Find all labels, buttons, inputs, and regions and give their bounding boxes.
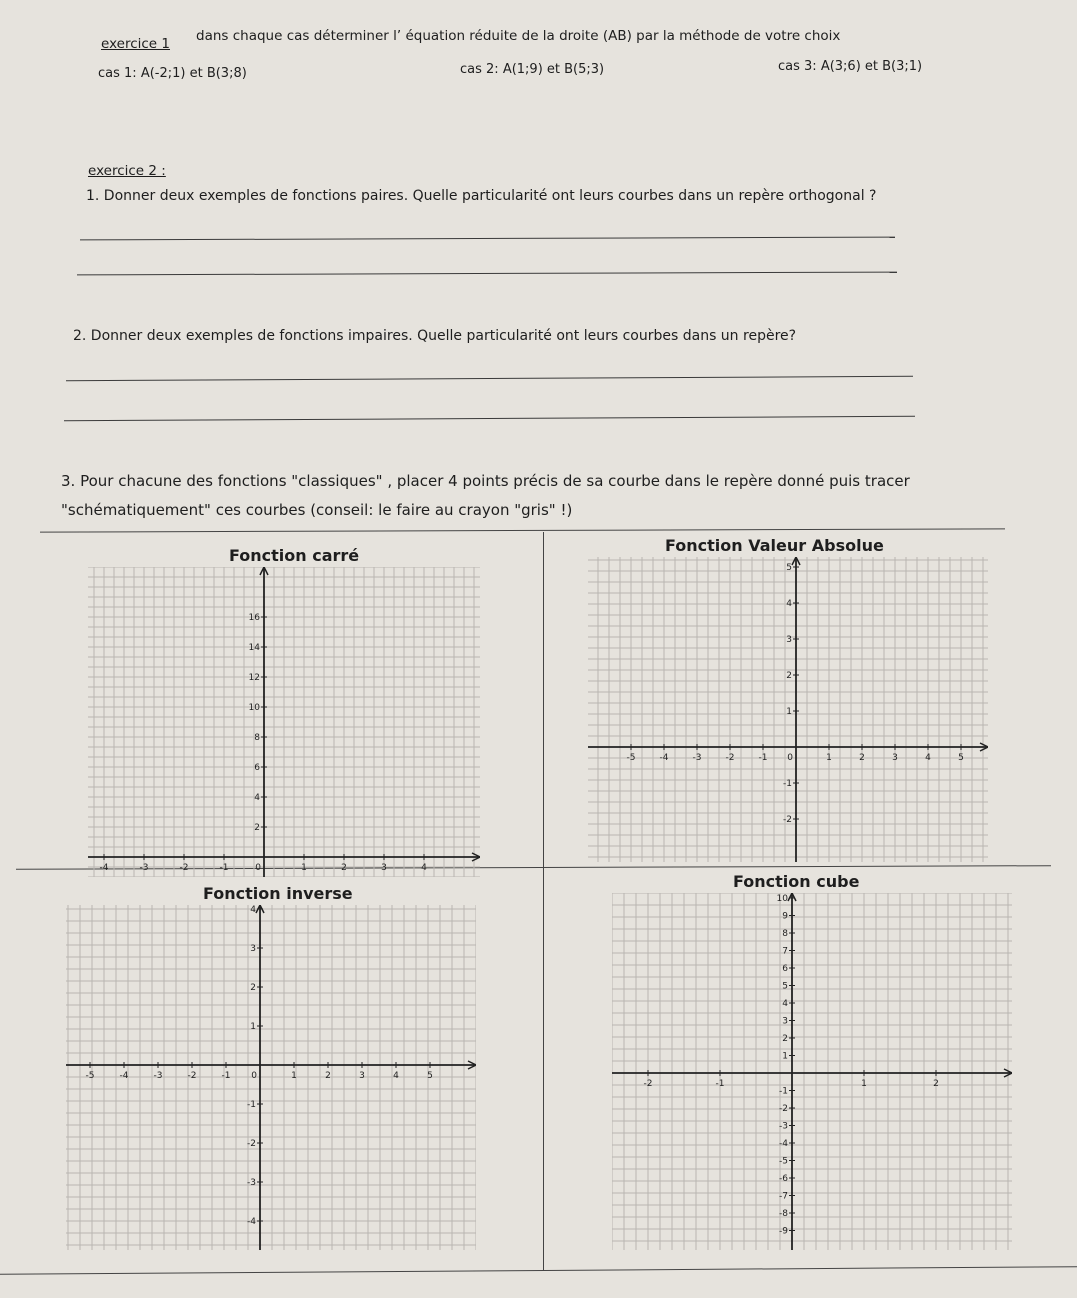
cube-x-tick-label: -1 [715, 1079, 725, 1089]
graph-cube [612, 893, 1012, 1250]
carre-y-tick-label: 16 [248, 613, 260, 623]
abs-y-tick-label: -2 [783, 815, 792, 825]
inverse-y-tick-label: -2 [247, 1139, 256, 1149]
cube-y-tick-label: 8 [782, 929, 788, 939]
question-1: 1. Donner deux exemples de fonctions paires. Quelle particularité ont leurs courbes dans un repère orthogonal ? [86, 188, 877, 204]
cube-y-tick-label: 2 [782, 1034, 788, 1044]
inverse-x-tick-label: 1 [291, 1071, 297, 1081]
cube-y-tick-label: 7 [782, 946, 788, 957]
abs-y-tick-label: 1 [786, 707, 792, 717]
inverse-y-tick-label: 2 [250, 983, 256, 993]
carre-x-tick-label: 1 [301, 863, 307, 873]
abs-y-tick-label: 3 [786, 635, 792, 645]
question-3-line2: "schématiquement" ces courbes (conseil: le faire au crayon "gris" !) [61, 501, 573, 519]
abs-x-tick-label: 3 [892, 753, 898, 763]
abs-y-tick-label: 5 [786, 563, 792, 573]
case-1 [98, 66, 247, 81]
cube-x-tick-label: 2 [933, 1079, 939, 1089]
cube-y-tick-label: -4 [779, 1139, 788, 1149]
abs-x-tick-label: -5 [626, 753, 636, 763]
inverse-y-tick-label: -4 [247, 1217, 256, 1227]
carre-x-tick-label: 4 [421, 863, 427, 873]
inverse-y-tick-label: 3 [250, 944, 256, 954]
inverse-x-tick-label: 0 [251, 1071, 257, 1081]
answer-line-2a [66, 376, 913, 381]
box-top-border [40, 528, 1005, 532]
inverse-x-tick-label: -3 [153, 1071, 163, 1081]
cube-y-tick-label: 9 [782, 911, 788, 922]
exercice2-label: exercice 2 : [88, 163, 166, 179]
inverse-x-tick-label: -2 [187, 1071, 197, 1081]
cube-y-tick-label: 4 [782, 999, 788, 1009]
cube-y-tick-label: -9 [779, 1226, 788, 1237]
inverse-x-tick-label: 4 [393, 1071, 399, 1081]
cube-y-tick-label: -8 [779, 1209, 788, 1219]
graph-carre-title: Fonction carré [229, 546, 360, 565]
graph-abs [588, 557, 988, 862]
abs-x-tick-label: -4 [659, 753, 669, 763]
carre-y-tick-label: 2 [254, 823, 260, 833]
case-3 [778, 59, 922, 74]
inverse-y-tick-label: 4 [250, 905, 256, 915]
graph-cube-title: Fonction cube [733, 872, 860, 891]
abs-x-tick-label: 2 [859, 753, 865, 763]
cube-x-tick-label: -2 [643, 1079, 653, 1089]
cube-y-tick-label: -2 [779, 1104, 788, 1114]
cube-y-tick-label: -1 [779, 1086, 788, 1097]
carre-x-tick-label: -3 [139, 863, 149, 873]
graph-abs-title: Fonction Valeur Absolue [665, 536, 884, 555]
abs-x-tick-label: -2 [725, 753, 735, 763]
cube-y-tick-label: 3 [782, 1016, 788, 1027]
carre-y-tick-label: 12 [248, 673, 260, 683]
cube-y-tick-label: -7 [779, 1191, 788, 1202]
cube-y-tick-label: -5 [779, 1156, 788, 1167]
abs-x-tick-label: -1 [758, 753, 768, 763]
box-middle-divider [543, 532, 544, 1270]
carre-y-tick-label: 8 [254, 733, 260, 743]
graph-carre [88, 567, 480, 877]
case-1-label: cas 1: [98, 66, 137, 81]
box-bottom-border [0, 1266, 1077, 1275]
inverse-x-tick-label: 2 [325, 1071, 331, 1081]
cube-y-tick-label: 10 [776, 894, 788, 904]
answer-line-1a [80, 237, 895, 241]
inverse-x-tick-label: 3 [359, 1071, 365, 1081]
abs-x-tick-label: 0 [787, 753, 793, 763]
carre-x-tick-label: 2 [341, 863, 347, 873]
case-2 [460, 62, 604, 77]
inverse-x-tick-label: -1 [221, 1071, 231, 1081]
carre-y-tick-label: 4 [254, 793, 260, 803]
cube-y-tick-label: 6 [782, 964, 788, 974]
abs-x-tick-label: 5 [958, 753, 964, 763]
carre-x-tick-label: -2 [179, 863, 189, 873]
carre-y-tick-label: 6 [254, 763, 260, 773]
inverse-x-tick-label: 5 [427, 1071, 433, 1081]
cube-x-tick-label: 1 [861, 1079, 867, 1089]
case-3-points: A(3;6) et B(3;1) [820, 59, 923, 74]
carre-x-tick-label: 3 [381, 863, 387, 873]
inverse-x-tick-label: -4 [119, 1071, 129, 1081]
carre-x-tick-label: 0 [255, 863, 261, 873]
case-2-points: A(1;9) et B(5;3) [502, 62, 605, 77]
case-1-points: A(-2;1) et B(3;8) [140, 66, 247, 81]
question-3-line1: 3. Pour chacune des fonctions "classiques" , placer 4 points précis de sa courbe dans le repère donné puis tracer [61, 472, 910, 490]
inverse-y-tick-label: -1 [247, 1100, 256, 1110]
inverse-y-tick-label: 1 [250, 1022, 256, 1032]
case-2-label: cas 2: [460, 62, 499, 77]
question-2: 2. Donner deux exemples de fonctions impaires. Quelle particularité ont leurs courbes dans un repère? [73, 328, 797, 344]
carre-y-tick-label: 14 [248, 643, 260, 653]
answer-line-1b [77, 272, 897, 276]
graph-inverse [66, 905, 476, 1250]
carre-y-tick-label: 10 [248, 703, 260, 713]
carre-gridlines [88, 567, 480, 877]
cube-gridlines [612, 893, 1012, 1250]
cube-y-tick-label: -6 [779, 1174, 788, 1184]
exercice1-statement: dans chaque cas déterminer l’ équation réduite de la droite (AB) par la méthode de votre choix [196, 28, 841, 44]
graph-inverse-title: Fonction inverse [203, 884, 353, 903]
carre-x-tick-label: -1 [219, 863, 229, 873]
answer-line-2b [64, 416, 915, 421]
abs-x-tick-label: -3 [692, 753, 702, 763]
inverse-x-tick-label: -5 [85, 1071, 95, 1081]
exercice1-label: exercice 1 [101, 36, 170, 52]
cube-y-tick-label: 5 [782, 981, 788, 992]
abs-x-tick-label: 4 [925, 753, 931, 763]
cube-y-tick-label: -3 [779, 1121, 788, 1132]
inverse-y-tick-label: -3 [247, 1178, 256, 1188]
case-3-label: cas 3: [778, 59, 817, 74]
abs-y-tick-label: 2 [786, 671, 792, 681]
cube-y-tick-label: 1 [782, 1051, 788, 1062]
carre-x-tick-label: -4 [99, 863, 109, 873]
abs-y-tick-label: 4 [786, 599, 792, 609]
abs-x-tick-label: 1 [826, 753, 832, 763]
abs-y-tick-label: -1 [783, 779, 792, 789]
